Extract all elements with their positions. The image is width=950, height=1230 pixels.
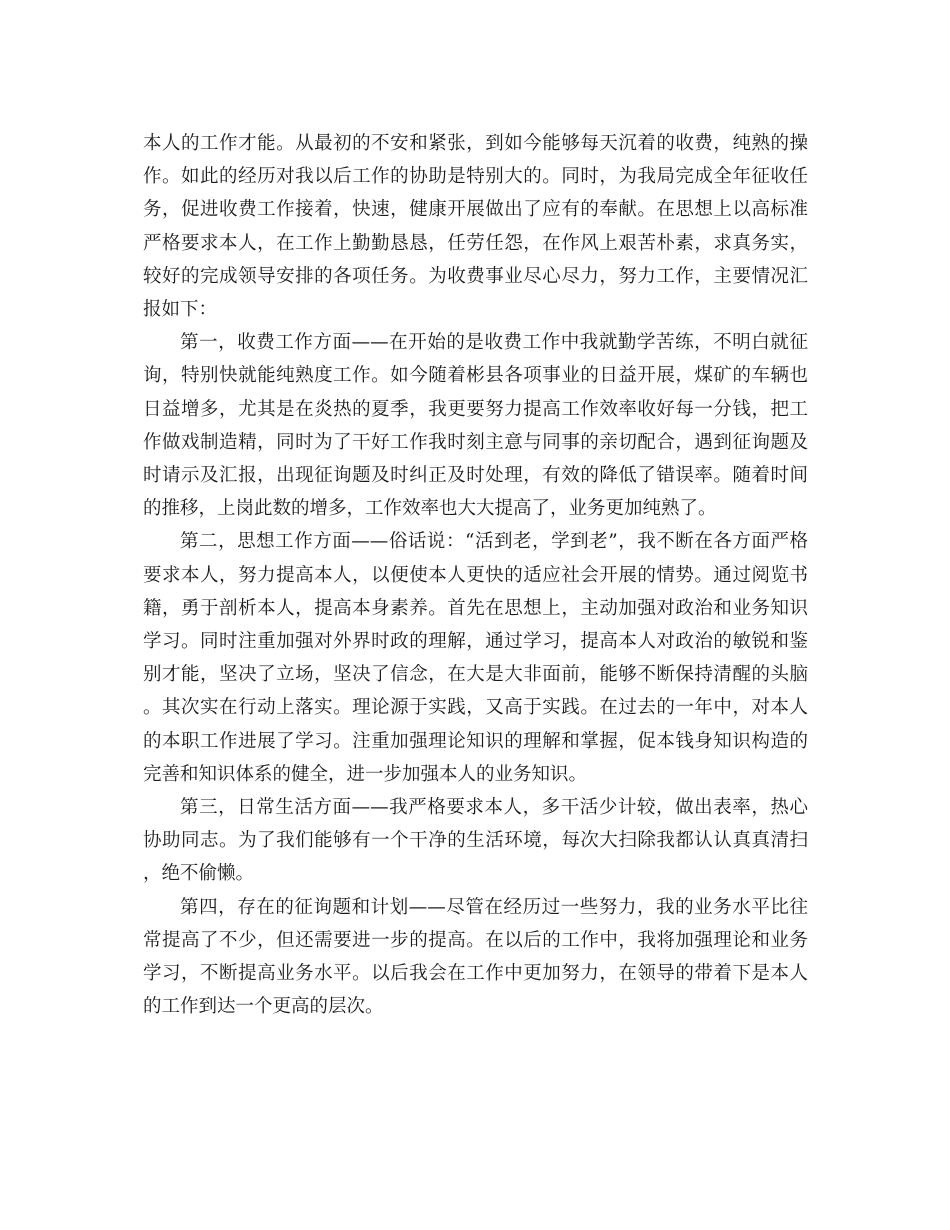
- document-body: [143, 127, 808, 1023]
- paragraph-ideological-work: 第二，思想工作方面——俗话说：“活到老，学到老”，我不断在各方面严格要求本人，努力提高本人，以便使本人更快的适应社会开展的情势。通过阅览书籍，勇于剖析本人，提高本身素养。首先在思想上，主动加强对政治和业务知识学习。同时注重加强对外界时政的理解，通过学习，提高本人对政治的敏锐和鉴别才能，坚决了立场，坚决了信念，在大是大非面前，能够不断保持清醒的头脑。其次实在行动上落实。理论源于实践，又高于实践。在过去的一年中，对本人的本职工作进展了学习。注重加强理论知识的理解和掌握，促本钱身知识构造的完善和知识体系的健全，进一步加强本人的业务知识。: [143, 531, 808, 785]
- paragraph-problems-plans: 第四，存在的征询题和计划——尽管在经历过一些努力，我的业务水平比往常提高了不少，但还需要进一步的提高。在以后的工作中，我将加强理论和业务学习，不断提高业务水平。以后我会在工作中更加努力，在领导的带着下是本人的工作到达一个更高的层次。: [143, 896, 808, 1018]
- paragraph-intro: 本人的工作才能。从最初的不安和紧张，到如今能够每天沉着的收费，纯熟的操作。如此的经历对我以后工作的协助是特别大的。同时，为我局完成全年征收任务，促进收费工作接着，快速，健康开展做出了应有的奉献。在思想上以高标准严格要求本人，在工作上勤勤恳恳，任劳任怨，在作风上艰苦朴素，求真务实，较好的完成领导安排的各项任务。为收费事业尽心尽力，努力工作，主要情况汇报如下：: [143, 133, 808, 321]
- paragraph-daily-life: 第三，日常生活方面——我严格要求本人，多干活少计较，做出表率，热心协助同志。为了我们能够有一个干净的生活环境，每次大扫除我都认认真真清扫，绝不偷懒。: [143, 797, 808, 885]
- paragraph-fee-work: 第一，收费工作方面——在开始的是收费工作中我就勤学苦练，不明白就征询，特别快就能纯熟度工作。如今随着彬县各项事业的日益开展，煤矿的车辆也日益增多，尤其是在炎热的夏季，我更要努力提高工作效率收好每一分钱，把工作做戏制造精，同时为了干好工作我时刻主意与同事的亲切配合，遇到征询题及时请示及汇报，出现征询题及时纠正及时处理，有效的降低了错误率。随着时间的推移，上岗此数的增多，工作效率也大大提高了，业务更加纯熟了。: [143, 332, 808, 520]
